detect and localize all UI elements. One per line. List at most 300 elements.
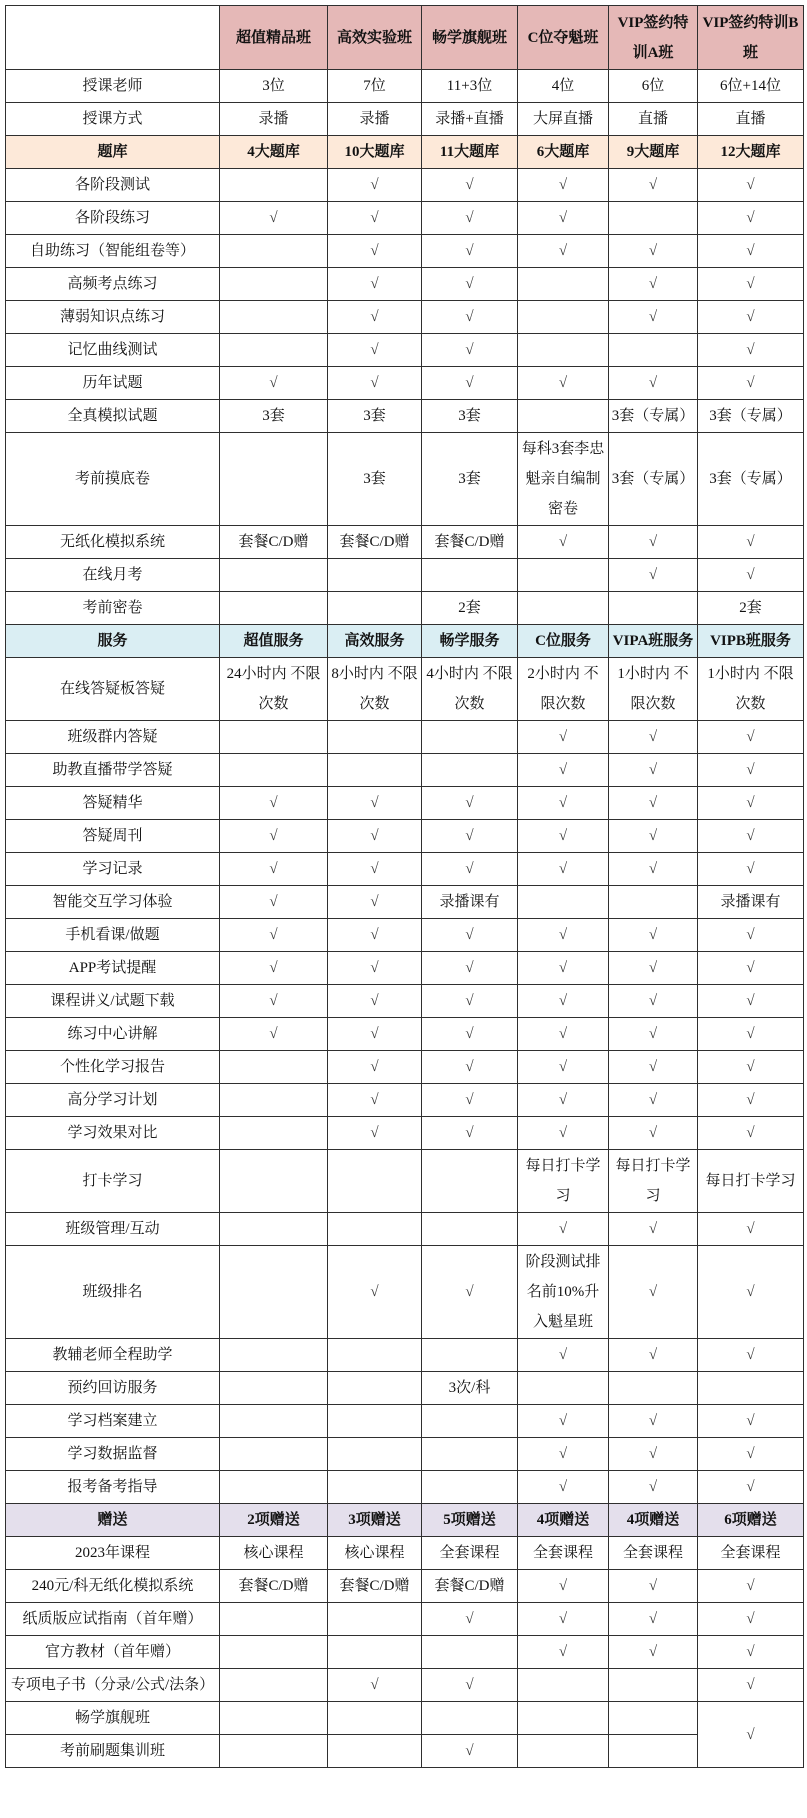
value-cell (328, 1372, 422, 1405)
check-mark: √ (328, 952, 422, 985)
check-mark: √ (518, 169, 609, 202)
value-cell (609, 334, 698, 367)
value-cell (328, 592, 422, 625)
column-header: 超值精品班 (220, 6, 328, 70)
check-mark: √ (518, 853, 609, 886)
corner-cell (6, 6, 220, 70)
value-cell (328, 1735, 422, 1768)
value-cell (609, 886, 698, 919)
row-label: 学习记录 (6, 853, 220, 886)
check-mark: √ (609, 1117, 698, 1150)
check-mark: √ (609, 1084, 698, 1117)
value-cell: 11+3位 (422, 70, 518, 103)
value-cell (220, 1339, 328, 1372)
value-cell (609, 1702, 698, 1735)
value-cell (220, 592, 328, 625)
check-mark: √ (698, 1603, 804, 1636)
check-mark: √ (698, 1018, 804, 1051)
check-mark: √ (328, 202, 422, 235)
check-mark: √ (698, 853, 804, 886)
check-mark: √ (698, 820, 804, 853)
value-cell (220, 301, 328, 334)
value-cell: 套餐C/D赠 (422, 526, 518, 559)
value-cell: 12大题库 (698, 136, 804, 169)
table-row (6, 169, 804, 202)
check-mark: √ (518, 1405, 609, 1438)
row-label: 各阶段测试 (6, 169, 220, 202)
value-cell (609, 1669, 698, 1702)
value-cell (328, 1636, 422, 1669)
value-cell: 3套（专属） (698, 433, 804, 526)
table-row (6, 919, 804, 952)
table-row (6, 1669, 804, 1702)
check-mark: √ (518, 919, 609, 952)
check-mark: √ (518, 1471, 609, 1504)
check-mark: √ (422, 1084, 518, 1117)
value-cell (422, 559, 518, 592)
row-label: 在线答疑板答疑 (6, 658, 220, 721)
value-cell (518, 268, 609, 301)
value-cell (328, 1471, 422, 1504)
check-mark: √ (328, 1051, 422, 1084)
value-cell (422, 721, 518, 754)
value-cell: 录播课有 (698, 886, 804, 919)
value-cell: 9大题库 (609, 136, 698, 169)
value-cell (328, 1702, 422, 1735)
table-row (6, 136, 804, 169)
check-mark: √ (328, 169, 422, 202)
row-label: 授课老师 (6, 70, 220, 103)
check-mark: √ (609, 235, 698, 268)
table-row (6, 1051, 804, 1084)
row-label: 全真模拟试题 (6, 400, 220, 433)
table-row (6, 625, 804, 658)
row-label: 各阶段练习 (6, 202, 220, 235)
value-cell: 3位 (220, 70, 328, 103)
check-mark: √ (609, 952, 698, 985)
table-row (6, 1018, 804, 1051)
check-mark: √ (609, 1405, 698, 1438)
value-cell (220, 1117, 328, 1150)
check-mark: √ (609, 1438, 698, 1471)
check-mark: √ (609, 559, 698, 592)
check-mark: √ (328, 985, 422, 1018)
check-mark: √ (609, 268, 698, 301)
value-cell (518, 1735, 609, 1768)
check-mark: √ (328, 1018, 422, 1051)
value-cell (422, 1150, 518, 1213)
column-header: C位夺魁班 (518, 6, 609, 70)
value-cell (220, 721, 328, 754)
value-cell (220, 1372, 328, 1405)
value-cell (328, 1603, 422, 1636)
row-label: 2023年课程 (6, 1537, 220, 1570)
check-mark: √ (518, 1084, 609, 1117)
check-mark: √ (698, 985, 804, 1018)
value-cell: 每科3套李忠魁亲自编制密卷 (518, 433, 609, 526)
check-mark: √ (698, 1084, 804, 1117)
value-cell (220, 334, 328, 367)
check-mark: √ (698, 526, 804, 559)
value-cell (328, 1339, 422, 1372)
check-mark: √ (518, 235, 609, 268)
value-cell: 套餐C/D赠 (220, 526, 328, 559)
value-cell: 2项赠送 (220, 1504, 328, 1537)
value-cell: 套餐C/D赠 (328, 526, 422, 559)
check-mark: √ (422, 1051, 518, 1084)
check-mark: √ (609, 787, 698, 820)
table-row (6, 526, 804, 559)
row-label: 记忆曲线测试 (6, 334, 220, 367)
check-mark: √ (518, 1117, 609, 1150)
check-mark: √ (220, 886, 328, 919)
value-cell (328, 721, 422, 754)
column-header: VIP签约特训B班 (698, 6, 804, 70)
value-cell: 5项赠送 (422, 1504, 518, 1537)
value-cell: 3套 (328, 433, 422, 526)
check-mark: √ (422, 787, 518, 820)
column-header: 高效实验班 (328, 6, 422, 70)
value-cell (422, 1636, 518, 1669)
value-cell: 3套 (328, 400, 422, 433)
table-row (6, 1438, 804, 1471)
value-cell (220, 754, 328, 787)
value-cell: 4项赠送 (609, 1504, 698, 1537)
value-cell: 3套（专属） (698, 400, 804, 433)
row-label: 学习档案建立 (6, 1405, 220, 1438)
check-mark: √ (518, 820, 609, 853)
check-mark: √ (698, 202, 804, 235)
check-mark: √ (698, 787, 804, 820)
table-row (6, 754, 804, 787)
value-cell: 录播 (220, 103, 328, 136)
check-mark: √ (609, 853, 698, 886)
row-label: 自助练习（智能组卷等） (6, 235, 220, 268)
header-row (6, 6, 804, 70)
check-mark: √ (220, 787, 328, 820)
check-mark: √ (220, 820, 328, 853)
value-cell (422, 1213, 518, 1246)
check-mark: √ (698, 169, 804, 202)
check-mark: √ (422, 952, 518, 985)
value-cell (518, 886, 609, 919)
value-cell: 核心课程 (220, 1537, 328, 1570)
row-label: 教辅老师全程助学 (6, 1339, 220, 1372)
row-label: 答疑周刊 (6, 820, 220, 853)
check-mark: √ (422, 1669, 518, 1702)
value-cell (609, 1735, 698, 1768)
check-mark: √ (609, 1603, 698, 1636)
check-mark: √ (609, 1636, 698, 1669)
value-cell (518, 559, 609, 592)
check-mark: √ (609, 301, 698, 334)
table-row (6, 433, 804, 526)
table-row (6, 1150, 804, 1213)
value-cell: 6位 (609, 70, 698, 103)
value-cell: 全套课程 (609, 1537, 698, 1570)
value-cell: 录播 (328, 103, 422, 136)
value-cell: 3套（专属） (609, 433, 698, 526)
value-cell (220, 1084, 328, 1117)
check-mark: √ (422, 853, 518, 886)
table-row (6, 985, 804, 1018)
check-mark: √ (609, 919, 698, 952)
row-label: 班级管理/互动 (6, 1213, 220, 1246)
check-mark: √ (220, 985, 328, 1018)
check-mark: √ (518, 787, 609, 820)
value-cell: 全套课程 (518, 1537, 609, 1570)
row-label: 在线月考 (6, 559, 220, 592)
value-cell (328, 1150, 422, 1213)
row-label: APP考试提醒 (6, 952, 220, 985)
check-mark: √ (328, 268, 422, 301)
check-mark: √ (328, 1084, 422, 1117)
check-mark: √ (698, 1702, 804, 1768)
check-mark: √ (698, 1405, 804, 1438)
table-row (6, 400, 804, 433)
row-label: 历年试题 (6, 367, 220, 400)
value-cell: 每日打卡学习 (518, 1150, 609, 1213)
check-mark: √ (698, 1438, 804, 1471)
value-cell: 全套课程 (422, 1537, 518, 1570)
value-cell: C位服务 (518, 625, 609, 658)
value-cell: 畅学服务 (422, 625, 518, 658)
check-mark: √ (518, 1438, 609, 1471)
row-label: 课程讲义/试题下载 (6, 985, 220, 1018)
value-cell: 直播 (698, 103, 804, 136)
value-cell (328, 1405, 422, 1438)
row-label: 无纸化模拟系统 (6, 526, 220, 559)
table-row (6, 1504, 804, 1537)
check-mark: √ (609, 1051, 698, 1084)
table-row (6, 1471, 804, 1504)
table-row (6, 721, 804, 754)
value-cell: 高效服务 (328, 625, 422, 658)
check-mark: √ (518, 1213, 609, 1246)
table-row (6, 103, 804, 136)
check-mark: √ (422, 820, 518, 853)
check-mark: √ (422, 367, 518, 400)
check-mark: √ (609, 526, 698, 559)
value-cell (422, 1702, 518, 1735)
row-label: 学习数据监督 (6, 1438, 220, 1471)
check-mark: √ (328, 919, 422, 952)
table-row (6, 235, 804, 268)
check-mark: √ (698, 952, 804, 985)
check-mark: √ (609, 1018, 698, 1051)
value-cell: 录播课有 (422, 886, 518, 919)
value-cell: 3项赠送 (328, 1504, 422, 1537)
table-row (6, 1117, 804, 1150)
check-mark: √ (698, 1246, 804, 1339)
table-row (6, 592, 804, 625)
check-mark: √ (698, 1471, 804, 1504)
table-row (6, 853, 804, 886)
value-cell (518, 1702, 609, 1735)
check-mark: √ (422, 268, 518, 301)
check-mark: √ (698, 1213, 804, 1246)
check-mark: √ (518, 754, 609, 787)
check-mark: √ (328, 1117, 422, 1150)
table-row (6, 787, 804, 820)
check-mark: √ (518, 526, 609, 559)
value-cell: 6大题库 (518, 136, 609, 169)
table-row (6, 1636, 804, 1669)
value-cell: 3套 (422, 433, 518, 526)
value-cell: 2套 (422, 592, 518, 625)
value-cell (328, 1213, 422, 1246)
table-row (6, 559, 804, 592)
row-label: 练习中心讲解 (6, 1018, 220, 1051)
check-mark: √ (328, 787, 422, 820)
value-cell: 4项赠送 (518, 1504, 609, 1537)
check-mark: √ (698, 268, 804, 301)
table-row (6, 268, 804, 301)
check-mark: √ (328, 367, 422, 400)
row-label: 高频考点练习 (6, 268, 220, 301)
check-mark: √ (609, 1471, 698, 1504)
value-cell (220, 1471, 328, 1504)
check-mark: √ (328, 820, 422, 853)
row-label: 手机看课/做题 (6, 919, 220, 952)
value-cell (518, 592, 609, 625)
table-row (6, 1339, 804, 1372)
row-label: 专项电子书（分录/公式/法条） (6, 1669, 220, 1702)
column-header: 畅学旗舰班 (422, 6, 518, 70)
check-mark: √ (328, 235, 422, 268)
row-label: 官方教材（首年赠） (6, 1636, 220, 1669)
table-row (6, 1570, 804, 1603)
check-mark: √ (698, 1669, 804, 1702)
check-mark: √ (518, 367, 609, 400)
value-cell (328, 754, 422, 787)
check-mark: √ (422, 1603, 518, 1636)
value-cell (220, 1702, 328, 1735)
value-cell: 全套课程 (698, 1537, 804, 1570)
check-mark: √ (518, 1051, 609, 1084)
table-row (6, 202, 804, 235)
value-cell (518, 400, 609, 433)
check-mark: √ (518, 952, 609, 985)
row-label: 畅学旗舰班 (6, 1702, 220, 1735)
value-cell (609, 202, 698, 235)
table-row (6, 334, 804, 367)
value-cell (220, 1636, 328, 1669)
check-mark: √ (518, 985, 609, 1018)
check-mark: √ (609, 367, 698, 400)
check-mark: √ (328, 1246, 422, 1339)
check-mark: √ (422, 1018, 518, 1051)
table-row (6, 1735, 804, 1768)
value-cell: 套餐C/D赠 (328, 1570, 422, 1603)
row-label: 学习效果对比 (6, 1117, 220, 1150)
value-cell: 直播 (609, 103, 698, 136)
row-label: 服务 (6, 625, 220, 658)
value-cell (220, 1150, 328, 1213)
comparison-table (5, 5, 804, 1768)
value-cell (422, 1405, 518, 1438)
value-cell: 2小时内 不限次数 (518, 658, 609, 721)
check-mark: √ (698, 301, 804, 334)
check-mark: √ (609, 721, 698, 754)
check-mark: √ (609, 1339, 698, 1372)
check-mark: √ (518, 1339, 609, 1372)
value-cell: 每日打卡学习 (698, 1150, 804, 1213)
check-mark: √ (518, 1018, 609, 1051)
check-mark: √ (609, 169, 698, 202)
value-cell: 4大题库 (220, 136, 328, 169)
value-cell (328, 1438, 422, 1471)
table-row (6, 301, 804, 334)
value-cell (422, 1471, 518, 1504)
value-cell: VIPB班服务 (698, 625, 804, 658)
check-mark: √ (220, 952, 328, 985)
value-cell (422, 1339, 518, 1372)
value-cell (609, 592, 698, 625)
check-mark: √ (609, 820, 698, 853)
table-row (6, 1537, 804, 1570)
row-label: 智能交互学习体验 (6, 886, 220, 919)
value-cell (422, 1438, 518, 1471)
check-mark: √ (328, 1669, 422, 1702)
check-mark: √ (328, 886, 422, 919)
value-cell (220, 169, 328, 202)
table-row (6, 820, 804, 853)
value-cell (518, 334, 609, 367)
check-mark: √ (422, 1246, 518, 1339)
row-label: 考前摸底卷 (6, 433, 220, 526)
row-label: 班级排名 (6, 1246, 220, 1339)
check-mark: √ (698, 1570, 804, 1603)
check-mark: √ (698, 1339, 804, 1372)
check-mark: √ (422, 169, 518, 202)
table-row (6, 70, 804, 103)
value-cell: 6位+14位 (698, 70, 804, 103)
check-mark: √ (698, 235, 804, 268)
check-mark: √ (328, 334, 422, 367)
check-mark: √ (422, 202, 518, 235)
value-cell (220, 235, 328, 268)
table-row (6, 1405, 804, 1438)
value-cell: 超值服务 (220, 625, 328, 658)
check-mark: √ (609, 1246, 698, 1339)
value-cell: 录播+直播 (422, 103, 518, 136)
value-cell: 10大题库 (328, 136, 422, 169)
value-cell: 2套 (698, 592, 804, 625)
row-label: 班级群内答疑 (6, 721, 220, 754)
row-label: 预约回访服务 (6, 1372, 220, 1405)
row-label: 答疑精华 (6, 787, 220, 820)
check-mark: √ (422, 919, 518, 952)
value-cell: 3套 (220, 400, 328, 433)
check-mark: √ (518, 202, 609, 235)
value-cell (518, 1372, 609, 1405)
row-label: 考前密卷 (6, 592, 220, 625)
row-label: 赠送 (6, 1504, 220, 1537)
table-row (6, 886, 804, 919)
row-label: 薄弱知识点练习 (6, 301, 220, 334)
value-cell (328, 559, 422, 592)
value-cell (220, 1735, 328, 1768)
value-cell (220, 1603, 328, 1636)
value-cell (518, 301, 609, 334)
check-mark: √ (422, 334, 518, 367)
check-mark: √ (518, 1603, 609, 1636)
check-mark: √ (609, 985, 698, 1018)
table-row (6, 1084, 804, 1117)
value-cell: VIPA班服务 (609, 625, 698, 658)
row-label: 240元/科无纸化模拟系统 (6, 1570, 220, 1603)
